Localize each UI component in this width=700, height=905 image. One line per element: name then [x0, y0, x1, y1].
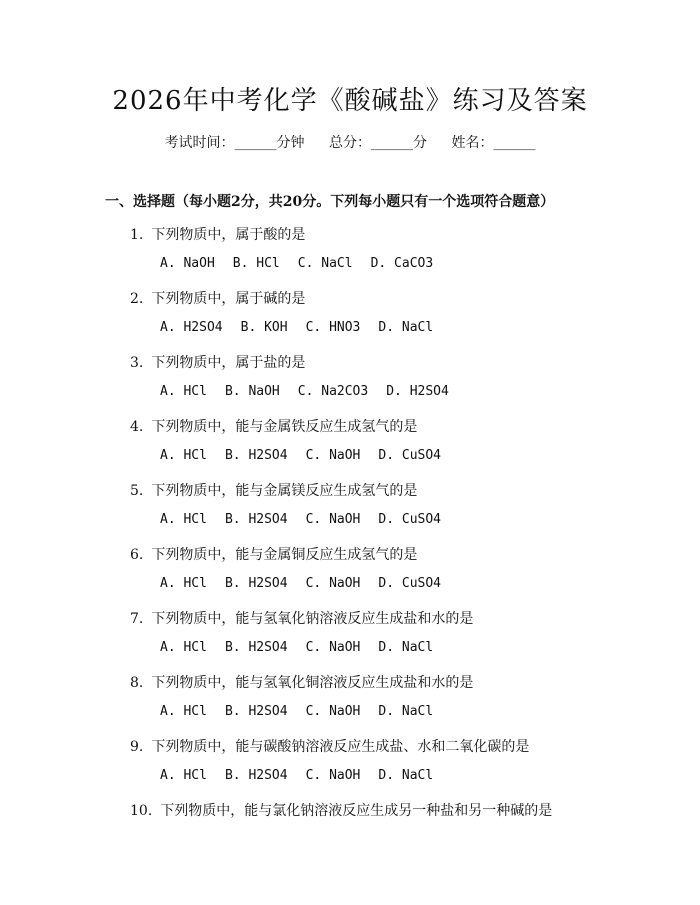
question-number: 5. [130, 483, 144, 499]
option: B. H2SO4 [224, 576, 288, 591]
question-text: 下列物质中，属于盐的是 [151, 355, 306, 371]
question-item [0, 480, 700, 544]
question-text: 下列物质中，属于酸的是 [151, 227, 306, 243]
question-stem [130, 352, 305, 372]
option: C. NaOH [305, 640, 361, 655]
question-item [0, 352, 700, 416]
option: B. H2SO4 [224, 640, 288, 655]
option: C. NaOH [305, 768, 361, 783]
page-title: 2026年中考化学《酸碱盐》练习及答案 [112, 86, 588, 116]
question-list [0, 224, 700, 864]
question-stem [130, 288, 305, 308]
question-item [0, 544, 700, 608]
question-text: 下列物质中，能与氯化钠溶液反应生成另一种盐和另一种碱的是 [160, 803, 553, 819]
question-item [0, 672, 700, 736]
question-stem [130, 544, 417, 564]
exam-time: 考试时间：______分钟 [164, 135, 305, 151]
option: D. H2SO4 [386, 384, 449, 399]
question-text: 下列物质中，能与金属铁反应生成氢气的是 [151, 419, 418, 435]
option: C. NaOH [305, 576, 361, 591]
option: D. NaCl [378, 768, 434, 783]
option: C. NaOH [305, 512, 361, 527]
option: B. H2SO4 [224, 704, 288, 719]
question-item [0, 224, 700, 288]
option: D. NaCl [378, 704, 434, 719]
option: A. HCl [160, 448, 207, 463]
option: A. HCl [160, 704, 207, 719]
question-text: 下列物质中，能与氢氧化铜溶液反应生成盐和水的是 [151, 675, 474, 691]
question-item [0, 416, 700, 480]
option: A. H2SO4 [160, 320, 223, 335]
question-item [0, 800, 700, 864]
question-number: 1. [130, 227, 144, 243]
question-stem [130, 480, 417, 500]
option: A. HCl [160, 384, 207, 399]
option: D. CuSO4 [378, 448, 442, 463]
option: A. HCl [160, 768, 207, 783]
question-number: 2. [130, 291, 144, 307]
question-number: 7. [130, 611, 144, 627]
option: A. NaOH [160, 256, 215, 271]
option: C. NaOH [305, 704, 361, 719]
question-number: 9. [130, 739, 144, 755]
question-stem [130, 608, 473, 628]
option-list [160, 576, 459, 591]
question-stem [130, 672, 473, 692]
question-stem [130, 736, 529, 756]
option: A. HCl [160, 512, 207, 527]
option: B. H2SO4 [224, 768, 288, 783]
option: B. H2SO4 [224, 448, 288, 463]
section-heading: 一、选择题（每小题2分，共20分。下列每小题只有一个选项符合题意） [105, 194, 555, 210]
option: C. NaCl [297, 256, 353, 271]
exam-score: 总分：______分 [329, 135, 427, 151]
option-list [160, 256, 451, 271]
question-stem [130, 416, 417, 436]
option-list [160, 448, 459, 463]
option: C. NaOH [305, 448, 361, 463]
question-number: 4. [130, 419, 144, 435]
question-text: 下列物质中，能与金属镁反应生成氢气的是 [151, 483, 418, 499]
option-list [160, 704, 451, 719]
option: B. NaOH [224, 384, 280, 399]
exam-name: 姓名：______ [451, 135, 536, 151]
option-list [160, 640, 451, 655]
option: D. CuSO4 [378, 512, 442, 527]
question-text: 下列物质中，能与氢氧化钠溶液反应生成盐和水的是 [151, 611, 474, 627]
question-text: 下列物质中，能与碳酸钠溶液反应生成盐、水和二氧化碳的是 [151, 739, 530, 755]
option: A. HCl [160, 640, 207, 655]
option: B. KOH [240, 320, 288, 335]
question-number: 6. [130, 547, 144, 563]
option: D. NaCl [378, 640, 434, 655]
option: C. HNO3 [305, 320, 361, 335]
question-item [0, 736, 700, 800]
option: A. HCl [160, 576, 207, 591]
question-stem [130, 224, 305, 244]
option-list [160, 384, 467, 399]
exam-meta [0, 132, 700, 152]
option: D. CaCO3 [370, 256, 434, 271]
question-number: 8. [130, 675, 144, 691]
question-text: 下列物质中，属于碱的是 [151, 291, 306, 307]
option: B. H2SO4 [224, 512, 288, 527]
option: B. HCl [232, 256, 280, 271]
option-list [160, 512, 459, 527]
question-stem [130, 800, 552, 820]
question-item [0, 288, 700, 352]
question-number: 10. [130, 803, 153, 819]
option: C. Na2CO3 [297, 384, 369, 399]
question-item [0, 608, 700, 672]
question-number: 3. [130, 355, 144, 371]
option-list [160, 320, 451, 335]
option: D. NaCl [378, 320, 434, 335]
option-list [160, 768, 451, 783]
option: D. CuSO4 [378, 576, 442, 591]
question-text: 下列物质中，能与金属铜反应生成氢气的是 [151, 547, 418, 563]
